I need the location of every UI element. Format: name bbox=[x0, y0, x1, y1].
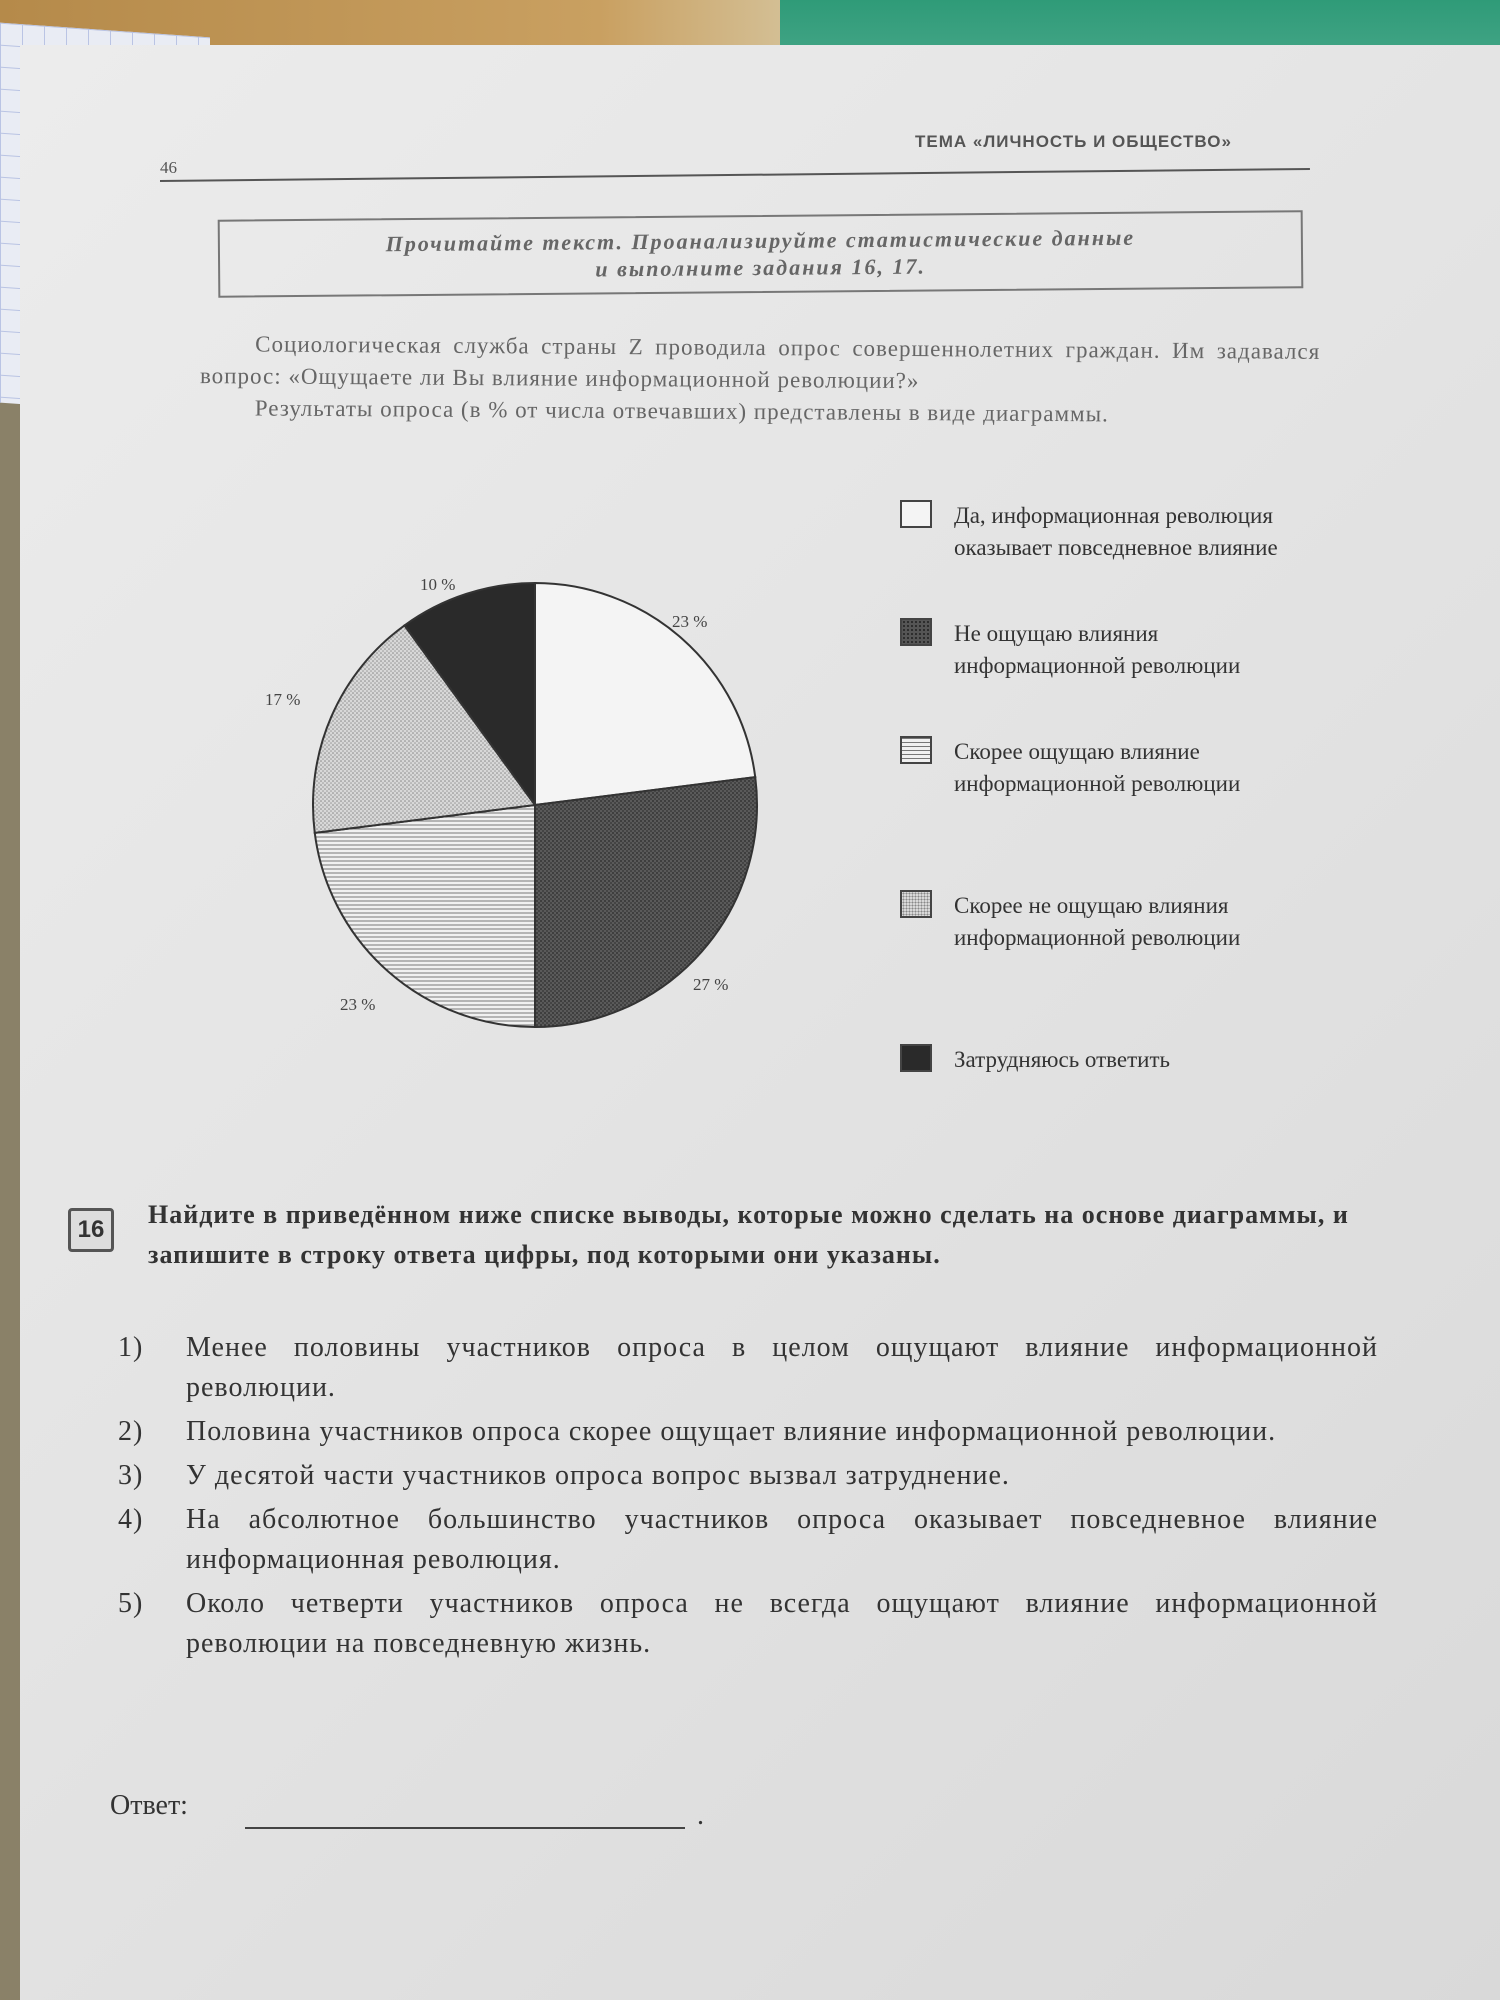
task-number-badge: 16 bbox=[68, 1208, 114, 1252]
legend-item-ne-oshchushchayu bbox=[900, 618, 1294, 682]
legend-swatch-hlines bbox=[900, 736, 932, 764]
option-number: 3) bbox=[118, 1460, 144, 1491]
legend-label: Скорее не ощущаю влияния информационной революции bbox=[954, 893, 1241, 950]
option-number: 2) bbox=[118, 1416, 144, 1447]
option-4 bbox=[118, 1500, 1378, 1580]
intro-paragraph-2: Результаты опроса (в % от числа отвечавших) представлены в виде диаграммы. bbox=[254, 395, 1109, 427]
intro-paragraph-1: Социологическая служба страны Z проводила опрос совершеннолетних граждан. Им задавался вопрос: «Ощущаете ли Вы влияние информационной революции?» bbox=[199, 331, 1321, 394]
options-list bbox=[118, 1328, 1378, 1668]
legend-label: Затрудняюсь ответить bbox=[954, 1047, 1171, 1072]
task-prompt: Найдите в приведённом ниже списке выводы, которые можно сделать на основе диаграммы, и запишите в строку ответа цифры, под которыми они указаны. bbox=[148, 1200, 1349, 1269]
option-text: У десятой части участников опроса вопрос вызвал затруднение. bbox=[186, 1460, 1010, 1491]
pie-label-zatrudnyayus: 10 % bbox=[420, 575, 456, 594]
answer-end-period: . bbox=[697, 1800, 704, 1831]
pie-slice-da-povsednevnoe bbox=[535, 583, 755, 805]
legend-label: Не ощущаю влияния информационной революции bbox=[954, 621, 1241, 678]
answer-line[interactable] bbox=[245, 1827, 685, 1829]
answer-label: Ответ: bbox=[110, 1790, 188, 1821]
section-title: ТЕМА «ЛИЧНОСТЬ И ОБЩЕСТВО» bbox=[915, 132, 1232, 151]
pie-label-skoree-ne-oshchushchayu: 17 % bbox=[265, 690, 301, 709]
option-5 bbox=[118, 1584, 1378, 1664]
option-1 bbox=[118, 1328, 1378, 1408]
instruction-box bbox=[218, 210, 1304, 297]
legend-label: Скорее ощущаю влияние информационной революции bbox=[954, 739, 1241, 796]
legend-swatch-black bbox=[900, 1044, 932, 1072]
pie-label-skoree-oshchushchayu: 23 % bbox=[340, 995, 376, 1014]
option-text: Около четверти участников опроса не всегда ощущают влияние информационной революции на повседневную жизнь. bbox=[186, 1588, 1378, 1659]
legend-item-skoree-oshchushchayu bbox=[900, 736, 1294, 800]
legend-item-skoree-ne-oshchushchayu bbox=[900, 890, 1294, 954]
option-2 bbox=[118, 1412, 1378, 1452]
legend-swatch-white bbox=[900, 500, 932, 528]
instruction-line-1: Прочитайте текст. Проанализируйте статистические данные bbox=[385, 224, 1136, 256]
option-text: На абсолютное большинство участников опроса оказывает повседневное влияние информационная революция. bbox=[186, 1504, 1378, 1575]
pie-slice-skoree-oshchushchayu bbox=[315, 805, 535, 1027]
option-text: Менее половины участников опроса в целом ощущают влияние информационной революции. bbox=[186, 1332, 1378, 1403]
intro-text bbox=[200, 328, 1321, 432]
legend-swatch-light-dots bbox=[900, 890, 932, 918]
instruction-line-2: и выполните задания 16, 17. bbox=[595, 253, 927, 282]
option-number: 4) bbox=[118, 1504, 144, 1535]
pie-label-da-povsednevnoe: 23 % bbox=[672, 612, 708, 631]
option-number: 1) bbox=[118, 1332, 144, 1363]
legend-swatch-dark-dots bbox=[900, 618, 932, 646]
option-3 bbox=[118, 1456, 1378, 1496]
page-number: 46 bbox=[160, 158, 177, 177]
option-number: 5) bbox=[118, 1588, 144, 1619]
legend-item-da-povsednevnoe bbox=[900, 500, 1294, 564]
pie-label-ne-oshchushchayu: 27 % bbox=[693, 975, 729, 994]
legend-label: Да, информационная революция оказывает повседневное влияние bbox=[954, 503, 1278, 560]
legend-item-zatrudnyayus bbox=[900, 1044, 1294, 1076]
option-text: Половина участников опроса скорее ощущает влияние информационной революции. bbox=[186, 1416, 1277, 1447]
